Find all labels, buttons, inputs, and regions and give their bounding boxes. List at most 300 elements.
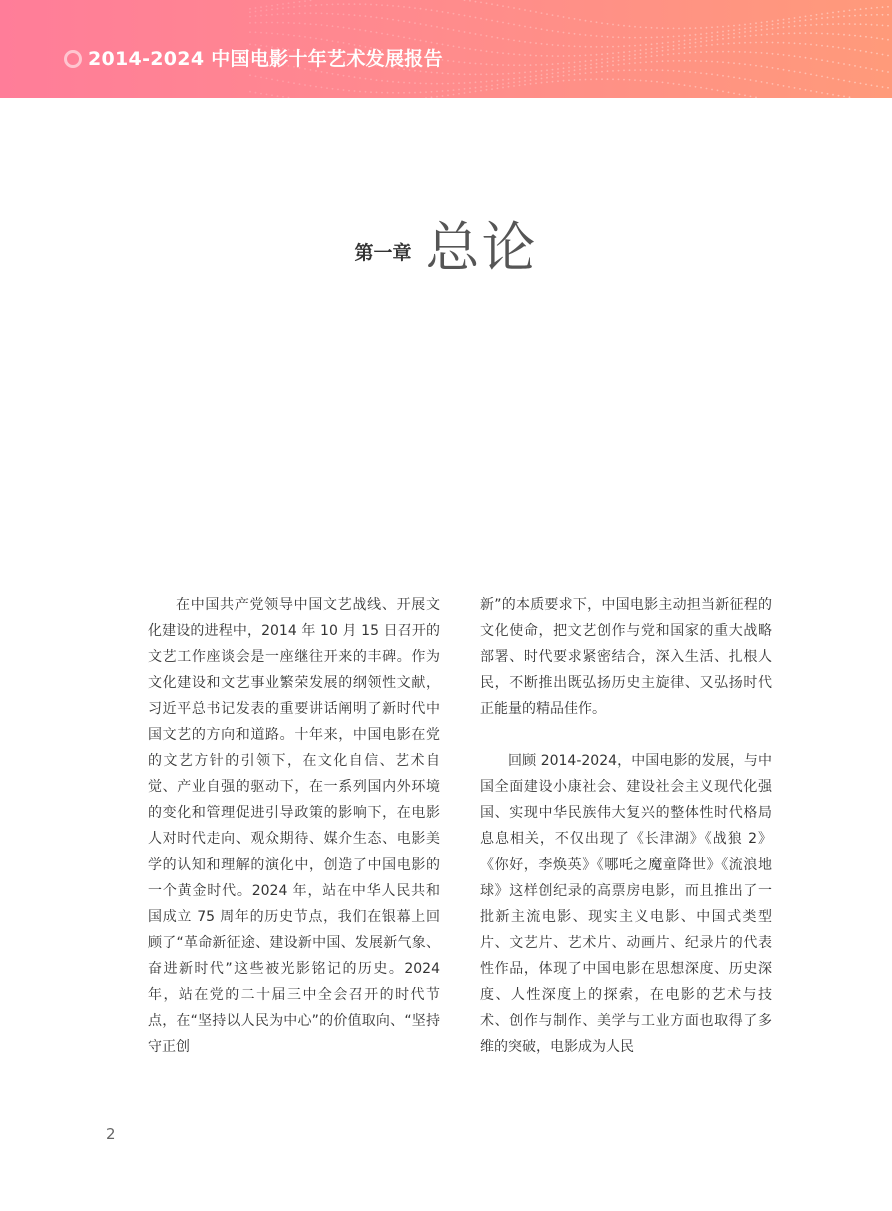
pattern-dot (816, 14, 818, 16)
pattern-dot (513, 53, 515, 55)
pattern-dot (535, 64, 537, 66)
pattern-dot (469, 74, 471, 76)
pattern-dot (480, 50, 482, 52)
pattern-dot (788, 26, 790, 28)
pattern-dot (612, 70, 614, 72)
pattern-dot (645, 49, 647, 51)
pattern-dot (359, 77, 361, 79)
pattern-dot (596, 21, 598, 23)
pattern-dot (882, 6, 884, 8)
pattern-dot (332, 25, 334, 27)
pattern-dot (601, 71, 603, 73)
pattern-dot (832, 94, 834, 96)
pattern-dot (750, 51, 752, 53)
pattern-dot (442, 83, 444, 85)
pattern-dot (750, 64, 752, 66)
pattern-dot (755, 22, 757, 24)
pattern-dot (645, 44, 647, 46)
pattern-dot (772, 83, 774, 85)
pattern-dot (838, 62, 840, 64)
pattern-dot (700, 60, 702, 62)
pattern-dot (706, 60, 708, 62)
pattern-dot (557, 15, 559, 17)
pattern-dot (546, 77, 548, 79)
pattern-dot (409, 7, 411, 9)
pattern-dot (684, 52, 686, 54)
pattern-dot (799, 43, 801, 45)
pattern-dot (585, 68, 587, 70)
pattern-dot (332, 73, 334, 75)
pattern-dot (634, 54, 636, 56)
pattern-dot (722, 34, 724, 36)
pattern-dot (788, 86, 790, 88)
pattern-dot (717, 44, 719, 46)
pattern-dot (535, 27, 537, 29)
pattern-dot (590, 46, 592, 48)
pattern-dot (293, 13, 295, 15)
pattern-dot (579, 79, 581, 81)
pattern-dot (381, 92, 383, 94)
pattern-dot (651, 69, 653, 71)
pattern-dot (552, 55, 554, 57)
pattern-dot (403, 20, 405, 22)
chapter-name: 总论 (425, 216, 538, 279)
pattern-dot (398, 20, 400, 22)
pattern-dot (271, 5, 273, 7)
pattern-dot (601, 66, 603, 68)
pattern-dot (799, 25, 801, 27)
pattern-dot (810, 90, 812, 92)
pattern-dot (475, 81, 477, 83)
pattern-dot (475, 33, 477, 35)
pattern-dot (442, 90, 444, 92)
pattern-dot (684, 60, 686, 62)
pattern-dot (640, 53, 642, 55)
pattern-dot (288, 97, 290, 98)
pattern-dot (442, 11, 444, 13)
pattern-dot (299, 13, 301, 15)
pattern-dot (618, 52, 620, 54)
pattern-dot (722, 75, 724, 77)
pattern-dot (662, 46, 664, 48)
pattern-dot (689, 46, 691, 48)
pattern-dot (464, 62, 466, 64)
pattern-dot (524, 26, 526, 28)
pattern-dot (849, 64, 851, 66)
pattern-dot (458, 82, 460, 84)
pattern-dot (458, 14, 460, 16)
pattern-dot (612, 78, 614, 80)
pattern-dot (684, 35, 686, 37)
pattern-dot (821, 17, 823, 19)
pattern-dot (574, 79, 576, 81)
pattern-dot (552, 44, 554, 46)
pattern-dot (447, 12, 449, 14)
pattern-dot (310, 5, 312, 7)
pattern-dot (651, 61, 653, 63)
report-title: 2014-2024 中国电影十年艺术发展报告 (88, 48, 443, 70)
pattern-dot (447, 45, 449, 47)
pattern-dot (662, 54, 664, 56)
pattern-dot (541, 74, 543, 76)
pattern-dot (288, 34, 290, 36)
pattern-dot (293, 2, 295, 4)
pattern-dot (508, 39, 510, 41)
pattern-dot (695, 38, 697, 40)
pattern-dot (568, 45, 570, 47)
pattern-dot (574, 66, 576, 68)
pattern-dot (876, 69, 878, 71)
pattern-dot (783, 33, 785, 35)
pattern-dot (282, 80, 284, 82)
pattern-dot (634, 69, 636, 71)
pattern-dot (750, 27, 752, 29)
paragraph-spacer (480, 722, 772, 748)
pattern-dot (689, 52, 691, 54)
pattern-dot (326, 87, 328, 89)
pattern-dot (370, 91, 372, 93)
pattern-dot (865, 36, 867, 38)
pattern-dot (568, 74, 570, 76)
pattern-dot (662, 27, 664, 29)
pattern-dot (843, 23, 845, 25)
pattern-dot (546, 55, 548, 57)
pattern-dot (766, 21, 768, 23)
pattern-dot (750, 42, 752, 44)
pattern-dot (810, 24, 812, 26)
pattern-dot (486, 74, 488, 76)
pattern-dot (678, 40, 680, 42)
pattern-dot (585, 72, 587, 74)
pattern-dot (590, 35, 592, 37)
pattern-dot (255, 7, 257, 9)
pattern-dot (590, 67, 592, 69)
pattern-dot (618, 24, 620, 26)
pattern-dot (667, 70, 669, 72)
pattern-dot (618, 70, 620, 72)
pattern-dot (607, 61, 609, 63)
pattern-dot (497, 87, 499, 89)
pattern-dot (508, 64, 510, 66)
pattern-dot (695, 52, 697, 54)
pattern-dot (563, 71, 565, 73)
pattern-dot (425, 83, 427, 85)
pattern-dot (255, 22, 257, 24)
pattern-dot (497, 4, 499, 6)
pattern-dot (651, 43, 653, 45)
pattern-dot (887, 39, 889, 41)
pattern-dot (321, 38, 323, 40)
pattern-dot (667, 36, 669, 38)
pattern-dot (266, 6, 268, 8)
pattern-dot (541, 43, 543, 45)
pattern-dot (799, 56, 801, 58)
pattern-dot (475, 91, 477, 93)
pattern-dot (502, 5, 504, 7)
pattern-dot (640, 69, 642, 71)
pattern-dot (645, 56, 647, 58)
pattern-dot (816, 32, 818, 34)
pattern-dot (673, 83, 675, 85)
pattern-dot (821, 33, 823, 35)
pattern-dot (552, 81, 554, 83)
pattern-dot (607, 23, 609, 25)
pattern-dot (766, 28, 768, 30)
pattern-dot (629, 51, 631, 53)
pattern-dot (458, 89, 460, 91)
pattern-dot (739, 77, 741, 79)
chapter-heading (0, 205, 892, 279)
pattern-dot (810, 19, 812, 21)
pattern-dot (656, 61, 658, 63)
pattern-dot (480, 18, 482, 20)
pattern-dot (634, 37, 636, 39)
pattern-dot (876, 85, 878, 87)
pattern-dot (414, 22, 416, 24)
pattern-dot (414, 82, 416, 84)
pattern-dot (887, 6, 889, 8)
pattern-dot (277, 80, 279, 82)
pattern-dot (860, 66, 862, 68)
pattern-dot (821, 45, 823, 47)
pattern-dot (744, 78, 746, 80)
pattern-dot (513, 40, 515, 42)
pattern-dot (810, 58, 812, 60)
pattern-dot (827, 93, 829, 95)
pattern-dot (755, 97, 757, 99)
pattern-dot (695, 34, 697, 36)
pattern-dot (596, 46, 598, 48)
pattern-dot (436, 91, 438, 93)
pattern-dot (882, 25, 884, 27)
pattern-dot (662, 82, 664, 84)
pattern-dot (728, 92, 730, 94)
pattern-dot (678, 48, 680, 50)
pattern-dot (579, 19, 581, 21)
pattern-dot (805, 73, 807, 75)
pattern-dot (695, 86, 697, 88)
pattern-dot (546, 73, 548, 75)
pattern-dot (799, 88, 801, 90)
pattern-dot (634, 62, 636, 64)
pattern-dot (717, 51, 719, 53)
pattern-dot (662, 69, 664, 71)
pattern-dot (519, 54, 521, 56)
pattern-dot (282, 22, 284, 24)
pattern-dot (700, 45, 702, 47)
pattern-dot (706, 88, 708, 90)
pattern-dot (425, 71, 427, 73)
pattern-dot (810, 15, 812, 17)
pattern-dot (634, 26, 636, 28)
pattern-dot (524, 54, 526, 56)
pattern-dot (706, 33, 708, 35)
pattern-dot (453, 94, 455, 96)
pattern-dot (777, 84, 779, 86)
pattern-dot (667, 28, 669, 30)
pattern-dot (310, 85, 312, 87)
pattern-dot (260, 93, 262, 95)
pattern-dot (728, 51, 730, 53)
pattern-dot (568, 79, 570, 81)
pattern-dot (464, 0, 466, 1)
pattern-dot (392, 81, 394, 83)
pattern-dot (689, 34, 691, 36)
pattern-dot (777, 53, 779, 55)
pattern-dot (684, 47, 686, 49)
pattern-dot (634, 50, 636, 52)
pattern-dot (497, 73, 499, 75)
pattern-dot (436, 83, 438, 85)
pattern-dot (354, 14, 356, 16)
pattern-dot (563, 80, 565, 82)
pattern-dot (497, 37, 499, 39)
pattern-dot (618, 46, 620, 48)
pattern-dot (304, 0, 306, 2)
pattern-dot (656, 81, 658, 83)
pattern-dot (277, 13, 279, 15)
pattern-dot (436, 26, 438, 28)
pattern-dot (733, 33, 735, 35)
pattern-dot (700, 87, 702, 89)
pattern-dot (788, 33, 790, 35)
pattern-dot (486, 63, 488, 65)
pattern-dot (447, 73, 449, 75)
pattern-dot (827, 12, 829, 14)
pattern-dot (442, 27, 444, 29)
pattern-dot (645, 80, 647, 82)
pattern-dot (865, 67, 867, 69)
pattern-dot (469, 32, 471, 34)
pattern-dot (629, 55, 631, 57)
pattern-dot (700, 27, 702, 29)
pattern-dot (475, 74, 477, 76)
pattern-dot (249, 16, 251, 18)
pattern-dot (458, 30, 460, 32)
pattern-dot (365, 15, 367, 17)
pattern-dot (304, 84, 306, 86)
pattern-dot (766, 52, 768, 54)
pattern-dot (882, 70, 884, 72)
pattern-dot (821, 92, 823, 94)
pattern-dot (799, 20, 801, 22)
pattern-dot (293, 35, 295, 37)
pattern-dot (876, 14, 878, 16)
pattern-dot (271, 94, 273, 96)
pattern-dot (293, 82, 295, 84)
pattern-dot (376, 79, 378, 81)
pattern-dot (497, 21, 499, 23)
pattern-dot (502, 87, 504, 89)
pattern-dot (794, 32, 796, 34)
pattern-dot (689, 85, 691, 87)
pattern-dot (282, 3, 284, 5)
pattern-dot (337, 3, 339, 5)
pattern-dot (684, 43, 686, 45)
pattern-dot (871, 84, 873, 86)
pattern-dot (513, 82, 515, 84)
pattern-dot (761, 42, 763, 44)
pattern-dot (359, 29, 361, 31)
pattern-dot (755, 30, 757, 32)
pattern-dot (865, 24, 867, 26)
pattern-dot (249, 11, 251, 13)
pattern-dot (673, 28, 675, 30)
pattern-dot (535, 42, 537, 44)
pattern-dot (887, 71, 889, 73)
pattern-dot (530, 54, 532, 56)
pattern-dot (810, 44, 812, 46)
pattern-dot (865, 8, 867, 10)
pattern-dot (359, 3, 361, 5)
pattern-dot (832, 78, 834, 80)
pattern-dot (458, 46, 460, 48)
pattern-dot (524, 80, 526, 82)
pattern-dot (739, 28, 741, 30)
pattern-dot (387, 92, 389, 94)
pattern-dot (794, 55, 796, 57)
pattern-dot (579, 55, 581, 57)
pattern-dot (832, 61, 834, 63)
pattern-dot (365, 91, 367, 93)
pattern-dot (530, 10, 532, 12)
pattern-dot (497, 80, 499, 82)
pattern-dot (304, 5, 306, 7)
pattern-dot (453, 89, 455, 91)
pattern-dot (623, 45, 625, 47)
pattern-dot (266, 22, 268, 24)
pattern-dot (337, 13, 339, 15)
pattern-dot (860, 35, 862, 37)
pattern-dot (431, 83, 433, 85)
pattern-dot (288, 22, 290, 24)
pattern-dot (519, 8, 521, 10)
pattern-dot (519, 40, 521, 42)
pattern-dot (574, 73, 576, 75)
header-banner (0, 0, 892, 98)
pattern-dot (535, 75, 537, 77)
pattern-dot (579, 65, 581, 67)
pattern-dot (321, 24, 323, 26)
pattern-dot (332, 88, 334, 90)
pattern-dot (755, 65, 757, 67)
pattern-dot (601, 53, 603, 55)
pattern-dot (266, 32, 268, 34)
pattern-dot (546, 69, 548, 71)
pattern-dot (453, 83, 455, 85)
pattern-dot (365, 30, 367, 32)
paragraph: 在中国共产党领导中国文艺战线、开展文化建设的进程中，2014 年 10 月 15 日召开的文艺工作座谈会是一座继往开来的丰碑。作为文化建设和文艺事业繁荣发展的纲领性文献，习近平总书记发表的重要讲话阐明了新时代中国文艺的方向和道路。十年来，中国电影在党的文艺方针的引领下，在文化自信、艺术自觉、产业自强的驱动下，在一系列国内外环境的变化和管理促进引导政策的影响下，在电影人对时代走向、观众期待、媒介生态、电影美学的认知和理解的演化中，创造了中国电影的一个黄金时代。2024 年，站在中华人民共和国成立 75 周年的历史节点，我们在银幕上回顾了“革命新征途、建设新中国、发展新气象、奋进新时代”这些被光影铭记的历史。2024 年，站在党的二十届三中全会召开的时代节点，在“坚持以人民为中心”的价值取向、“坚持守正创 (148, 597, 440, 1055)
pattern-dot (370, 4, 372, 6)
pattern-dot (282, 7, 284, 9)
pattern-dot (271, 9, 273, 11)
pattern-dot (414, 39, 416, 41)
pattern-dot (475, 63, 477, 65)
pattern-dot (640, 62, 642, 64)
pattern-dot (541, 55, 543, 57)
pattern-dot (502, 52, 504, 54)
pattern-dot (299, 22, 301, 24)
pattern-dot (854, 82, 856, 84)
pattern-dot (766, 66, 768, 68)
pattern-dot (436, 72, 438, 74)
pattern-dot (706, 27, 708, 29)
pattern-dot (678, 60, 680, 62)
pattern-dot (623, 79, 625, 81)
pattern-dot (882, 54, 884, 56)
pattern-dot (755, 80, 757, 82)
pattern-dot (535, 82, 537, 84)
